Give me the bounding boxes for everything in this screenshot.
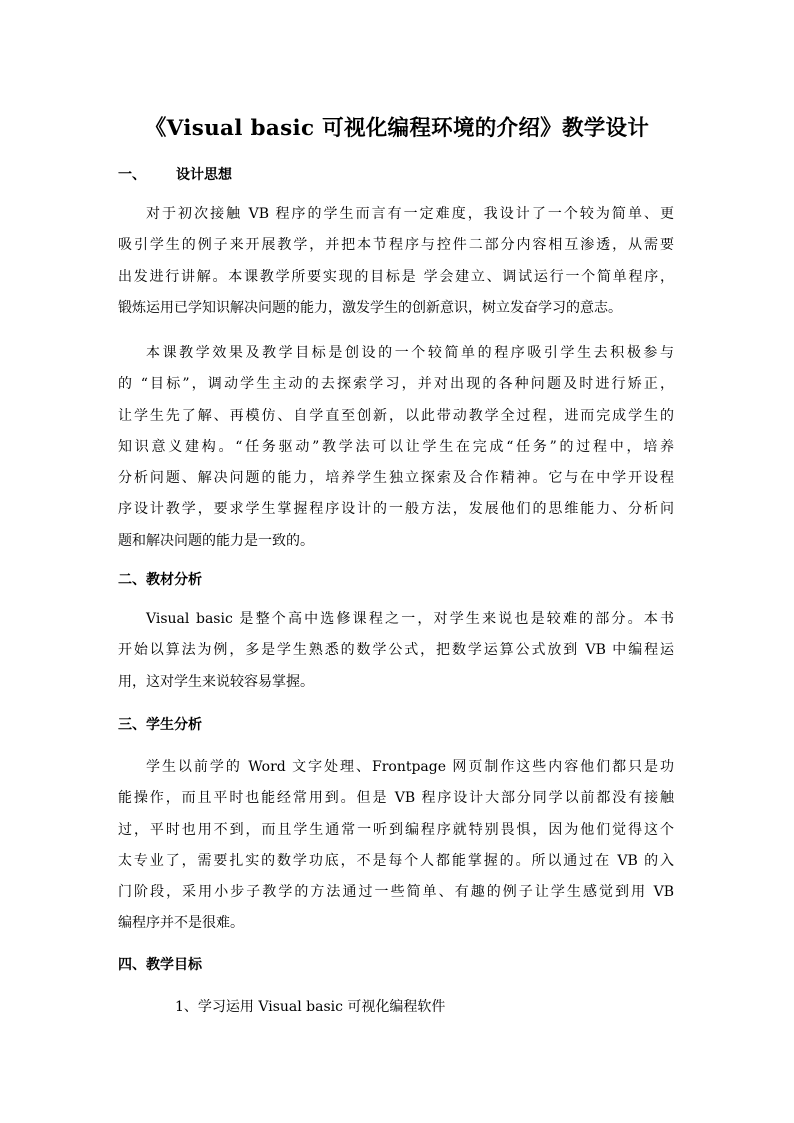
section-heading-teaching-goals [118,954,202,976]
paragraph-line: 开始以算法为例，多是学生熟悉的数学公式，把数学运算公式放到 VB 中编程运 [118,642,674,659]
paragraph-line: 对于初次接触 VB 程序的学生而言有一定难度，我设计了一个较为简单、更 [146,206,674,222]
document-title: 《Visual basic 可视化编程环境的介绍》教学设计 [144,116,650,141]
section-heading-student-analysis [118,714,202,736]
section-number: 四、 [118,957,146,973]
paragraph-line: 题和解决问题的能力是一致的。 [118,532,314,549]
paragraph-line: 学生以前学的 Word 文字处理、Frontpage 网页制作这些内容他们都只是功 [146,759,674,775]
section-title: 设计思想 [176,167,232,183]
paragraph-line: 本课教学效果及教学目标是创设的一个较简单的程序吸引学生去积极参与 [146,345,674,361]
paragraph-line: 吸引学生的例子来开展教学，并把本节程序与控件二部分内容相互渗透，从需要 [118,237,674,254]
paragraph-line: 门阶段，采用小步子教学的方法通过一些简单、有趣的例子让学生感觉到用 VB [118,884,674,901]
section-title: 学生分析 [146,717,202,733]
paragraph-line: 序设计教学，要求学生掌握程序设计的一般方法，发展他们的思维能力、分析问 [118,501,674,518]
section-number: 二、 [118,572,146,588]
paragraph [118,604,674,698]
paragraph-line: 过，平时也用不到，而且学生通常一听到编程序就特别畏惧，因为他们觉得这个 [118,821,674,838]
paragraph-line: 知识意义建构。“任务驱动”教学法可以让学生在完成“任务”的过程中，培养 [118,438,674,455]
section-title: 教材分析 [146,572,202,588]
paragraph-line: 的 “目标”，调动学生主动的去探索学习，并对出现的各种问题及时进行矫正， [118,376,674,393]
paragraph-line: 用，这对学生来说较容易掌握。 [118,673,314,690]
section-title: 教学目标 [146,957,202,973]
paragraph [118,199,674,324]
section-heading-material-analysis [118,569,202,591]
paragraph-line: 太专业了，需要扎实的数学功底，不是每个人都能掌握的。所以通过在 VB 的入 [118,852,674,869]
paragraph-line: Visual basic 是整个高中选修课程之一，对学生来说也是较难的部分。本书 [146,611,674,627]
goal-list-item: 1、学习运用 Visual basic 可视化编程软件 [175,999,446,1015]
paragraph-line: 编程序并不是很难。 [118,915,244,932]
paragraph-line: 锻炼运用已学知识解决问题的能力，激发学生的创新意识，树立发奋学习的意志。 [118,299,622,316]
section-number: 一、 [118,167,146,183]
paragraph [118,752,674,940]
paragraph-line: 能操作，而且平时也能经常用到。但是 VB 程序设计大部分同学以前都没有接触 [118,790,674,807]
paragraph-line: 分析问题、解决问题的能力，培养学生独立探索及合作精神。它与在中学开设程 [118,470,674,487]
section-heading-design-idea [118,164,232,186]
section-number: 三、 [118,717,146,733]
paragraph-line: 让学生先了解、再模仿、自学直至创新，以此带动教学全过程，进而完成学生的 [118,407,674,424]
paragraph [118,338,674,557]
paragraph-line: 出发进行讲解。本课教学所要实现的目标是 学会建立、调试运行一个简单程序， [118,268,674,285]
